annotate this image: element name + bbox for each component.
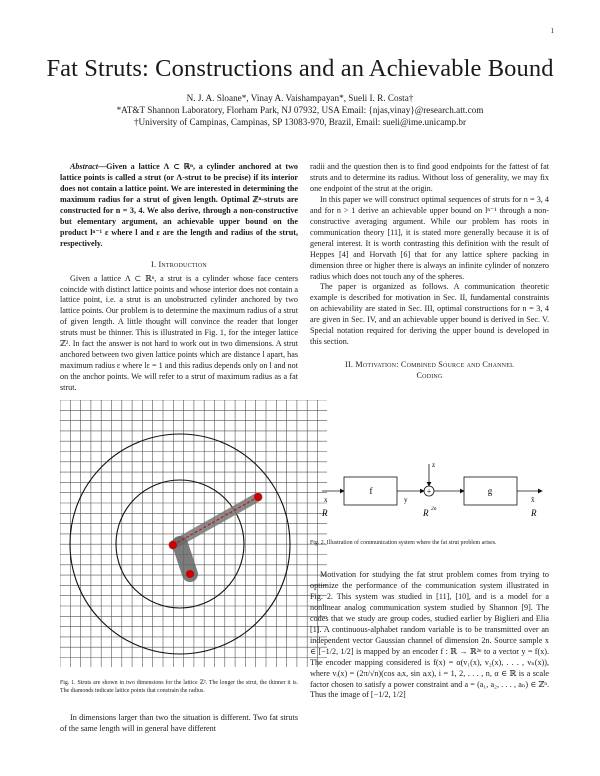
intro-paragraph: Given a lattice Λ ⊂ ℝⁿ, a strut is a cylinder whose face centers coincide with distinct lattice points and whose interior does not contain a lattice point, i.e. a strut is an unobstructed cylinder anchored by two lattice points. Our problem is to determine the maximum radius of a strut of given length. A little thought will convince the reader that longer struts must be thinner. This is illustrated in Fig. 1, for the integer lattice ℤ². In fact the answer is not hard to work out in two dimensions. A strut anchored between two given lattice points which are distance l apart, has maximum radius ε where lε = 1 and this radius depends only on l and not on the anchor points. We will refer to a strut of maximum radius as a fat strut. (60, 273, 298, 393)
right-column-top (310, 162, 549, 382)
left-column-bottom (60, 713, 298, 735)
section-heading-motivation-line2: Coding (416, 371, 443, 381)
label-R-mid: R (423, 508, 429, 518)
label-R-left: R (322, 508, 328, 518)
right-paragraph-3: The paper is organized as follows. A communication theoretic example is described for motivation in Sec. II, fundamental constraints on achievability are stated in Sec. III, optimal constructions for n = 3, 4 are given in Sec. IV, and an achievable upper bound is derived in Sec. V. Special notation required for deriving the upper bound is developed in this section. (310, 282, 549, 347)
affiliation-1: *AT&T Shannon Laboratory, Florham Park, NJ 07932, USA Email: {njas,vinay}@research.att.com (116, 105, 484, 115)
decoder-label: g (487, 486, 493, 496)
left-column-top (60, 162, 298, 394)
right-paragraph-2: In this paper we will construct optimal sequences of struts for n = 3, 4 and for n > 1 derive an achievable upper bound on lⁿ⁻¹ through a non-constructive averaging argument. While our problem has roots in communication theory [11], it is stated more generally because it is of general interest. It is worth contrasting this definition with the result of Heppes [4] and Horvath [6] that for any lattice sphere packing in dimension three or higher there is always an infinite cylinder of nonzero radius which does not touch any of the spheres. (310, 194, 549, 281)
label-x: x (324, 496, 328, 504)
left-bottom-paragraph: In dimensions larger than two the situation is different. Two fat struts of the same length will in general have different (60, 713, 298, 733)
motivation-paragraph: Motivation for studying the fat strut problem comes from trying to optimize the performance of the communication system illustrated in Fig. 2. This system was studied in [11], [10], and is a model for a nonlinear analog communication system studied by Shannon [9]. The codes that we study are group codes, studied earlier by Biglieri and Elia [1]. A continuous-alphabet random variable is to be transmitted over an independent vector Gaussian channel of dimension 2n. Source sample x ∈ [−1/2, 1/2] is mapped by an encoder f : ℝ → ℝ²ⁿ to a vector y = f(x). The encoder mapping considered is f(x) = α(v₁(x), v₂(x), . . . , vₙ(x)), where vᵢ(x) = (2π/√n)(cos aᵢx, sin aᵢx), i = 1, 2, . . . , n, α ∈ ℝ is a scale factor chosen to satisfy a power constraint and a = (a₁, a₂, . . . , aₙ) ∈ ℤⁿ. Thus the image of [−1/2, 1/2] (310, 570, 549, 700)
anchor-point-far (254, 493, 262, 501)
encoder-label: f (369, 486, 373, 496)
author-names: N. J. A. Sloane*, Vinay A. Vaishampayan*, Sueli I. R. Costa† (186, 93, 414, 103)
adder-plus: + (426, 487, 432, 496)
label-xhat: x̂ (531, 496, 535, 504)
abstract (60, 162, 298, 250)
figure-1-lattice-struts (30, 392, 330, 692)
page-number: 1 (550, 27, 554, 35)
noise-label-z: z (432, 461, 436, 469)
abstract-text: —Given a lattice Λ ⊂ ℝⁿ, a cylinder anchored at two lattice points is called a strut (or Λ-strut to be precise) if its interior does not contain a lattice point. We are interested in determining the maximum radius for a strut of given length. Optimal ℤⁿ-struts are constructed for n = 3, 4. We also derive, through a non-constructive but elementary argument, an achievable upper bound on the product lⁿ⁻¹ ε where l and ε are the length and radius of the strut, respectively. (60, 162, 298, 248)
affiliation-2: †University of Campinas, Campinas, SP 13083-970, Brazil, Email: sueli@ime.unicamp.br (133, 117, 467, 127)
anchor-point-origin (169, 541, 177, 549)
figure-2-block-diagram (310, 450, 550, 530)
right-column-bottom (310, 570, 549, 701)
label-R-right: R (531, 508, 537, 518)
label-R-mid-sup: 2n (431, 506, 437, 512)
section-heading-motivation-line1: II. Motivation: Combined Source and Channel (345, 360, 514, 370)
fig2-caption: Fig. 2. Illustration of communication system where the fat strut problem arises. (310, 540, 497, 546)
fig1-caption: Fig. 1. Struts are shown in two dimensions for the lattice ℤ². The longer the strut, the thinner it is. The diamonds indicate lattice points that constrain the radius. (60, 680, 298, 694)
abstract-label: Abstract (70, 162, 98, 171)
paper-title: Fat Struts: Constructions and an Achievable Bound (46, 55, 554, 82)
anchor-point-short (186, 570, 194, 578)
section-heading-introduction: I. Introduction (151, 259, 207, 269)
section-heading-motivation (310, 360, 549, 382)
label-y: y (404, 496, 408, 504)
right-paragraph-1: radii and the question then is to find good endpoints for the fattest of fat struts and to determine its radius. Without loss of generality, we may fix one endpoint of the strut at the origin. (310, 162, 549, 193)
short-strut (180, 544, 190, 574)
